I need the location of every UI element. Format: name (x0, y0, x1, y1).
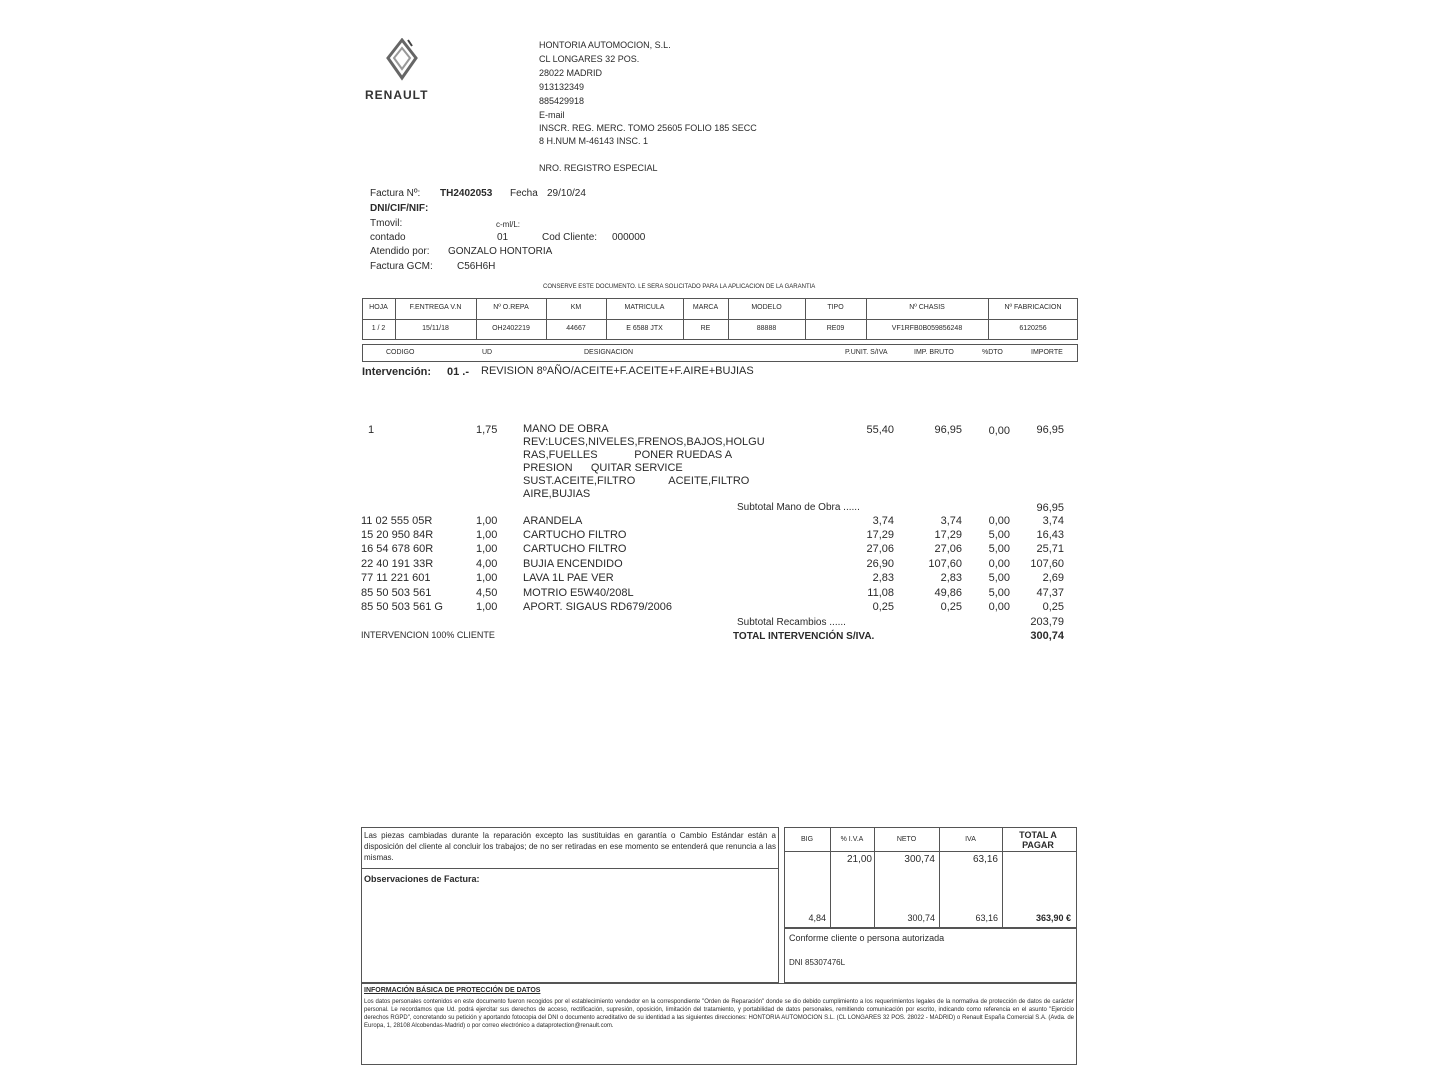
part-unit: 11,08 (867, 587, 894, 599)
id-label: DNI/CIF/NIF: (370, 203, 429, 214)
sum-row-net: 300,74 (907, 913, 935, 923)
part-amount: 2,69 (1042, 572, 1064, 584)
lines-header-desc: DESIGNACION (584, 349, 634, 356)
vehicle-value: OH2402219 (492, 325, 530, 332)
labour-desc-line: SUST.ACEITE,FILTRO ACEITE,FILTRO (523, 475, 750, 487)
vehicle-header: MODELO (751, 304, 782, 311)
part-gross: 0,25 (940, 601, 962, 613)
part-unit: 2,83 (872, 572, 894, 584)
privacy-title: INFORMACIÓN BÁSICA DE PROTECCIÓN DE DATOS (364, 987, 541, 994)
warranty-notice: CONSERVE ESTE DOCUMENTO. LE SERA SOLICITADO PARA LA APLICACION DE LA GARANTIA (543, 284, 816, 290)
part-qty: 1,00 (476, 515, 498, 527)
gcm-label: Factura GCM: (370, 261, 433, 272)
observations-label: Observaciones de Factura: (364, 874, 480, 884)
total-intervention: 300,74 (1030, 630, 1064, 642)
part-amount: 25,71 (1036, 543, 1064, 555)
total-intervention-label: TOTAL INTERVENCIÓN S/IVA. (733, 631, 875, 642)
part-qty: 1,00 (476, 601, 498, 613)
vehicle-header: MARCA (692, 304, 719, 311)
totals-header-base: BIG (800, 836, 814, 843)
part-desc: CARTUCHO FILTRO (523, 529, 627, 541)
vehicle-value: VF1RFB0B059856248 (891, 325, 963, 332)
vehicle-header: Nº O.REPA (493, 304, 529, 311)
part-qty: 1,00 (476, 543, 498, 555)
vehicle-value: 1 / 2 (371, 325, 386, 332)
mobile-value: c-ml/L: (496, 220, 520, 229)
part-amount: 47,37 (1036, 587, 1064, 599)
part-unit: 0,25 (872, 601, 894, 613)
intervention-client: INTERVENCION 100% CLIENTE (361, 630, 495, 640)
part-code: 16 54 678 60R (361, 543, 434, 555)
intervention-title: REVISION 8ºAÑO/ACEITE+F.ACEITE+F.AIRE+BUJIAS (481, 365, 754, 377)
part-qty: 1,00 (476, 529, 498, 541)
part-desc: CARTUCHO FILTRO (523, 543, 627, 555)
part-dto: 5,00 (988, 529, 1010, 541)
labour-dto: 0,00 (988, 425, 1010, 437)
part-desc: MOTRIO E5W40/208L (523, 587, 634, 599)
part-unit: 17,29 (866, 529, 894, 541)
lines-header-dto: %DTO (982, 349, 1003, 356)
invoice-date-label: Fecha (510, 188, 538, 199)
part-dto: 5,00 (988, 572, 1010, 584)
vehicle-header: F.ENTREGA V.N (409, 304, 462, 311)
part-desc: APORT. SIGAUS RD679/2006 (523, 601, 672, 613)
part-amount: 3,74 (1042, 515, 1064, 527)
lines-header-ud: UD (482, 349, 493, 356)
part-amount: 0,25 (1042, 601, 1064, 613)
vat-row-pct: 21,00 (846, 854, 872, 865)
labour-amount: 96,95 (1036, 424, 1064, 436)
part-code: 15 20 950 84R (361, 529, 434, 541)
part-desc: BUJIA ENCENDIDO (523, 558, 623, 570)
part-code: 22 40 191 33R (361, 558, 434, 570)
client-code: 000000 (612, 232, 646, 243)
sum-row-vat: 63,16 (975, 913, 998, 923)
vehicle-value: RE (700, 325, 711, 332)
totals-header-vat-pct: % I.V.A (840, 836, 864, 843)
intervention-label: Intervención: (362, 366, 432, 378)
payment-code: 01 (497, 232, 509, 243)
sum-row-total: 363,90 € (1035, 913, 1071, 923)
part-qty: 4,50 (476, 587, 498, 599)
labour-desc-line: RAS,FUELLES PONER RUEDAS A (523, 449, 733, 461)
part-dto: 0,00 (988, 558, 1010, 570)
part-code: 11 02 555 05R (361, 515, 433, 527)
client-dni: DNI 85307476L (789, 958, 846, 967)
vat-row-net: 300,74 (904, 854, 935, 865)
vehicle-value: 44667 (566, 325, 586, 332)
lines-header-gross: IMP. BRUTO (914, 349, 954, 356)
parts-subtotal-label: Subtotal Recambios ...... (737, 617, 846, 628)
attended-label: Atendido por: (370, 246, 430, 257)
labour-subtotal-label: Subtotal Mano de Obra ...... (737, 502, 860, 513)
part-code: 85 50 503 561 G (361, 601, 443, 613)
lines-header-code: CODIGO (386, 349, 415, 356)
intervention-number: 01 .- (447, 366, 470, 378)
invoice-number-label: Factura Nº: (370, 188, 421, 199)
part-desc: ARANDELA (523, 515, 583, 527)
company-line: CL LONGARES 32 POS. (539, 54, 640, 64)
parts-subtotal: 203,79 (1030, 616, 1064, 628)
totals-header-net: NETO (896, 836, 917, 843)
registry-label: NRO. REGISTRO ESPECIAL (539, 163, 658, 173)
vehicle-header: Nº FABRICACION (1004, 304, 1062, 311)
part-unit: 27,06 (866, 543, 894, 555)
labour-unit: 55,40 (866, 424, 894, 436)
vehicle-value: 88888 (756, 325, 777, 332)
part-code: 77 11 221 601 (361, 572, 431, 584)
vehicle-header: TIPO (827, 304, 844, 311)
part-gross: 49,86 (934, 587, 962, 599)
part-unit: 26,90 (866, 558, 894, 570)
company-line: 28022 MADRID (539, 68, 603, 78)
lines-header-amount: IMPORTE (1031, 349, 1063, 356)
invoice-date: 29/10/24 (547, 188, 586, 199)
part-gross: 3,74 (940, 515, 962, 527)
totals-header-vat: IVA (965, 836, 976, 843)
renault-logo-icon (382, 38, 422, 84)
labour-qty: 1,75 (476, 424, 498, 436)
parts-notice: Las piezas cambiadas durante la reparación excepto las sustituidas en garantía o Cambio Estándar están a disposición del cliente al concluir los trabajos; de no ser retiradas en ese momento se entenderá que renuncia a las mismas. (364, 831, 776, 862)
conforme-label: Conforme cliente o persona autorizada (789, 933, 945, 943)
part-code: 85 50 503 561 (361, 587, 432, 599)
vehicle-header: MATRICULA (624, 304, 665, 311)
labour-code: 1 (368, 424, 375, 436)
company-line: INSCR. REG. MERC. TOMO 25605 FOLIO 185 SECC (539, 123, 757, 133)
labour-desc-line: REV:LUCES,NIVELES,FRENOS,BAJOS,HOLGU (523, 436, 765, 448)
privacy-text: Los datos personales contenidos en este documento fueron recogidos por el establecimiento vendedor en la correspondiente "Orden de Reparación" donde se dio debido cumplimiento a los requerimientos legales de la normativa de protección de datos de carácter personal. Le recordamos que Ud. podrá ejercitar sus derechos de acceso, rectificación, supresión, oposición, limitación del tratamiento, y portabilidad de datos personales, remitiendo comunicación por escrito, indicando como referencia en el asunto "Ejercicio derechos RGPD", concretando su petición y aportando fotocopia del DNI o documento acreditativo de su identidad a las siguientes direcciones: HONTORIA AUTOMOCION S.L. (CL LONGARES 32 POS. 28022 - MADRID) o Renault España Comercial S.A. (Avda. de Europa, 1, 28108 Alcobendas-Madrid) o por correo electrónico a dataprotection@renault.com. (364, 999, 1074, 1029)
sum-row-base: 4,84 (808, 913, 826, 923)
company-info (539, 40, 757, 149)
vat-row-vat: 63,16 (972, 854, 998, 865)
part-gross: 17,29 (934, 529, 962, 541)
gcm-value: C56H6H (457, 261, 496, 272)
company-line: E-mail (539, 110, 565, 120)
lines-header (362, 344, 1078, 362)
vehicle-header: Nº CHASIS (909, 304, 945, 311)
part-amount: 16,43 (1036, 529, 1064, 541)
labour-subtotal: 96,95 (1036, 502, 1064, 514)
lines-header-unit: P.UNIT. S/IVA (845, 349, 888, 356)
labour-gross: 96,95 (934, 424, 962, 436)
part-desc: LAVA 1L PAE VER (523, 572, 614, 584)
part-qty: 4,00 (476, 558, 498, 570)
vehicle-value: 6120256 (1019, 325, 1047, 332)
vehicle-value: 15/11/18 (422, 325, 449, 332)
payment-label: contado (370, 232, 406, 243)
company-line: 885429918 (539, 96, 585, 106)
vehicle-header: KM (570, 304, 582, 311)
labour-desc-line: MANO DE OBRA (523, 423, 609, 435)
labour-description (523, 423, 765, 501)
labour-desc-line: PRESION QUITAR SERVICE (523, 462, 683, 474)
vehicle-value: E 6588 JTX (626, 325, 663, 332)
labour-desc-line: AIRE,BUJIAS (523, 488, 591, 500)
part-dto: 5,00 (988, 587, 1010, 599)
vehicle-header: HOJA (369, 304, 388, 311)
attended-by: GONZALO HONTORIA (448, 246, 553, 257)
part-gross: 107,60 (928, 558, 962, 570)
invoice-number: TH2402053 (440, 188, 493, 199)
client-code-label: Cod Cliente: (542, 232, 598, 243)
part-gross: 27,06 (934, 543, 962, 555)
part-dto: 0,00 (988, 515, 1010, 527)
part-gross: 2,83 (940, 572, 962, 584)
part-dto: 5,00 (988, 543, 1010, 555)
mobile-label: Tmovil: (370, 218, 403, 229)
company-line: HONTORIA AUTOMOCION, S.L. (539, 40, 671, 50)
part-unit: 3,74 (872, 515, 894, 527)
part-qty: 1,00 (476, 572, 498, 584)
totals-header-total: TOTAL A PAGAR (1019, 830, 1057, 850)
company-line: 913132349 (539, 82, 585, 92)
part-dto: 0,00 (988, 601, 1010, 613)
part-amount: 107,60 (1030, 558, 1064, 570)
vehicle-value: RE09 (826, 325, 845, 332)
brand-name: RENAULT (365, 88, 429, 102)
company-line: 8 H.NUM M-46143 INSC. 1 (539, 136, 649, 146)
